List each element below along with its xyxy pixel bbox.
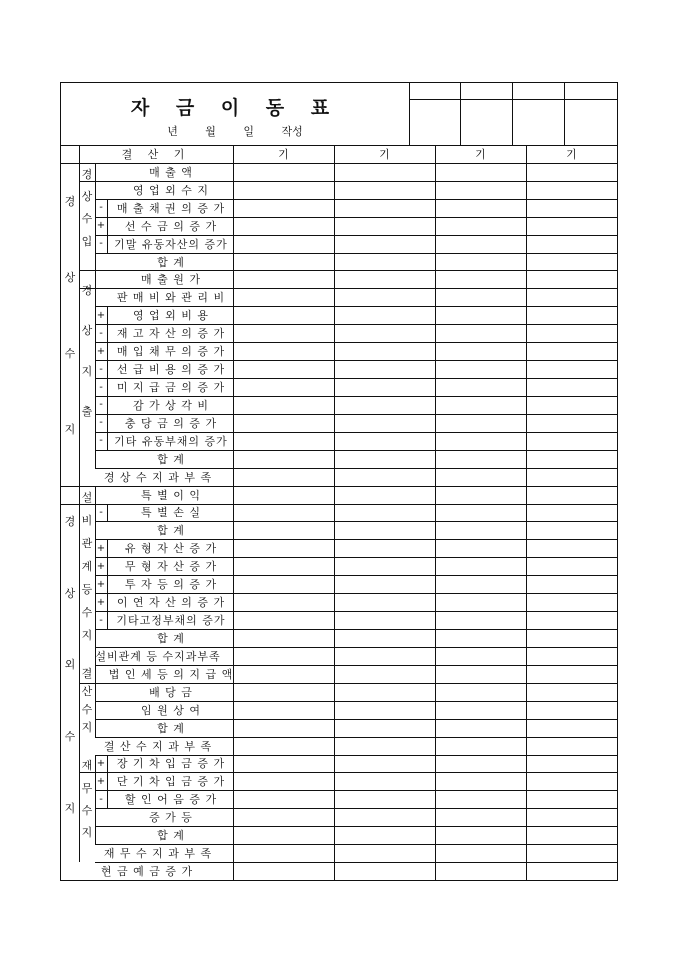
item-label: 기말 유동자산의 증가 xyxy=(114,237,228,251)
column-line xyxy=(107,235,108,253)
sign-marker: - xyxy=(99,202,103,214)
item-label: 합 계 xyxy=(157,721,185,735)
item-label: 이 연 자 산 의 증 가 xyxy=(116,596,226,610)
vertical-char: 지 xyxy=(81,826,93,840)
sign-marker: - xyxy=(99,614,103,626)
vertical-char: 상 xyxy=(64,270,76,284)
operating-section-label xyxy=(61,163,79,468)
item-label: 합 계 xyxy=(157,631,185,645)
column-line xyxy=(107,199,108,217)
approval-cell xyxy=(461,83,513,145)
column-line xyxy=(107,772,108,790)
cash-flow-form xyxy=(60,82,618,881)
form-header xyxy=(61,83,617,146)
item-label: 유 형 자 산 증 가 xyxy=(124,542,218,556)
vertical-char: 수 xyxy=(64,730,76,744)
item-label: 매 출 원 가 xyxy=(141,273,201,287)
sign-marker: + xyxy=(96,560,106,572)
vertical-char: 수 xyxy=(81,804,93,818)
sign-marker: + xyxy=(96,775,106,787)
item-label: 기타고정부채의 증가 xyxy=(116,614,226,628)
column-line xyxy=(107,306,108,324)
vertical-char: 지 xyxy=(64,423,76,437)
finance-group-label xyxy=(79,755,95,845)
sign-marker: + xyxy=(96,578,106,590)
vertical-char: 지 xyxy=(81,364,93,378)
vertical-char: 지 xyxy=(81,628,93,642)
vertical-char: 상 xyxy=(81,190,93,204)
vertical-char: 수 xyxy=(81,212,93,226)
sign-marker: - xyxy=(99,363,103,375)
sign-marker: + xyxy=(96,596,106,608)
item-label: 특 별 이 익 xyxy=(141,488,201,502)
period-header: 기 xyxy=(475,147,486,161)
vertical-char: 무 xyxy=(81,781,93,795)
capex-group-label xyxy=(79,486,95,647)
vertical-char: 재 xyxy=(81,759,93,773)
sign-marker: - xyxy=(99,506,103,518)
title-area xyxy=(61,83,410,145)
vertical-char: 지 xyxy=(64,801,76,815)
vertical-char: 경 xyxy=(64,514,76,528)
item-label: 경 상 수 지 과 부 족 xyxy=(103,470,213,484)
item-label: 단 기 차 입 금 증 가 xyxy=(116,775,226,789)
item-label: 현 금 예 금 증 가 xyxy=(100,865,194,879)
item-label: 합 계 xyxy=(157,255,185,269)
vertical-char: 상 xyxy=(81,324,93,338)
item-label: 재 무 수 지 과 부 족 xyxy=(103,847,213,861)
approval-cell xyxy=(513,83,565,145)
item-label: 법 인 세 등 의 지 급 액 xyxy=(109,667,233,681)
sign-marker: - xyxy=(99,793,103,805)
column-line xyxy=(107,790,108,808)
vertical-char: 산 xyxy=(81,685,93,699)
item-label: 임 원 상 여 xyxy=(141,703,201,717)
settlement-group-label xyxy=(79,665,95,737)
column-line xyxy=(334,145,335,880)
column-line xyxy=(107,396,108,414)
item-label: 합 계 xyxy=(157,829,185,843)
column-line xyxy=(107,504,108,522)
period-header-label: 결 산 기 xyxy=(121,147,191,161)
vertical-char: 설 xyxy=(81,490,93,504)
vertical-char: 비 xyxy=(81,513,93,527)
period-header: 기 xyxy=(278,147,289,161)
date-line: 년 월 일 작성 xyxy=(167,125,303,138)
vertical-char: 수 xyxy=(64,346,76,360)
flow-table xyxy=(61,145,617,880)
column-line xyxy=(107,611,108,629)
vertical-char: 상 xyxy=(64,586,76,600)
item-label: 영 업 외 수 지 xyxy=(132,183,210,197)
column-line xyxy=(107,755,108,773)
vertical-char: 결 xyxy=(81,667,93,681)
item-label: 판 매 비 와 관 리 비 xyxy=(116,291,226,305)
item-label: 할 인 어 음 증 가 xyxy=(124,793,218,807)
item-label: 기타 유동부채의 증가 xyxy=(114,434,228,448)
item-label: 투 자 등 의 증 가 xyxy=(124,578,218,592)
item-label: 선 수 금 의 증 가 xyxy=(124,219,218,233)
item-label: 결 산 수 지 과 부 족 xyxy=(103,739,213,753)
column-line xyxy=(435,145,436,880)
column-line xyxy=(107,217,108,235)
vertical-char: 경 xyxy=(81,284,93,298)
sign-marker: - xyxy=(99,238,103,250)
sign-marker: - xyxy=(99,435,103,447)
item-label: 선 급 비 용 의 증 가 xyxy=(116,363,226,377)
vertical-char: 경 xyxy=(64,194,76,208)
vertical-char: 계 xyxy=(81,559,93,573)
vertical-char: 지 xyxy=(81,721,93,735)
non-operating-section-label xyxy=(61,486,79,845)
item-label: 미 지 급 금 의 증 가 xyxy=(116,381,226,394)
sign-marker: + xyxy=(96,757,106,769)
vertical-char: 수 xyxy=(81,703,93,717)
column-line xyxy=(526,145,527,880)
column-line xyxy=(107,539,108,557)
operating-expense-label xyxy=(79,270,95,431)
item-label: 무 형 자 산 증 가 xyxy=(124,560,218,574)
item-label: 충 당 금 의 증 가 xyxy=(124,416,218,430)
item-label: 배 당 금 xyxy=(149,685,193,699)
vertical-char: 외 xyxy=(64,658,76,672)
vertical-char: 등 xyxy=(81,582,93,596)
item-label: 합 계 xyxy=(157,524,185,538)
column-line xyxy=(107,557,108,575)
vertical-char: 경 xyxy=(81,167,93,181)
sign-marker: - xyxy=(99,399,103,411)
item-label: 감 가 상 각 비 xyxy=(132,398,210,412)
vertical-char: 입 xyxy=(81,234,93,248)
sign-marker: - xyxy=(99,417,103,429)
item-label: 매 출 채 권 의 증 가 xyxy=(116,201,226,215)
column-line xyxy=(107,378,108,396)
sign-marker: - xyxy=(99,381,103,393)
column-line xyxy=(107,432,108,450)
column-line xyxy=(233,145,234,880)
sign-marker: + xyxy=(96,220,106,232)
period-header: 기 xyxy=(566,147,577,161)
item-label: 증 가 등 xyxy=(149,811,193,825)
form-title: 자 금 이 동 표 xyxy=(130,97,340,119)
approval-cell xyxy=(565,83,617,145)
sign-marker: + xyxy=(96,542,106,554)
item-label: 설비관계 등 수지과부족 xyxy=(95,649,221,663)
column-line xyxy=(107,593,108,611)
vertical-char: 관 xyxy=(81,536,93,550)
column-line xyxy=(107,360,108,378)
item-label: 특 별 손 실 xyxy=(141,506,201,520)
column-line xyxy=(107,575,108,593)
sign-marker: + xyxy=(96,345,106,357)
item-label: 영 업 외 비 용 xyxy=(132,309,210,323)
item-label: 매 입 채 무 의 증 가 xyxy=(116,345,226,359)
column-line xyxy=(107,414,108,432)
item-label: 매 출 액 xyxy=(149,165,193,179)
vertical-char: 출 xyxy=(81,405,93,419)
approval-cell xyxy=(409,83,461,145)
column-line xyxy=(107,342,108,360)
item-label: 합 계 xyxy=(157,452,185,466)
operating-income-label xyxy=(79,163,95,253)
item-label: 재 고 자 산 의 증 가 xyxy=(116,327,226,341)
vertical-char: 수 xyxy=(81,605,93,619)
sign-marker: + xyxy=(96,309,106,321)
row-line xyxy=(61,880,617,881)
column-line xyxy=(107,324,108,342)
item-label: 장 기 차 입 금 증 가 xyxy=(116,757,226,771)
period-header: 기 xyxy=(379,147,390,161)
sign-marker: - xyxy=(99,327,103,339)
